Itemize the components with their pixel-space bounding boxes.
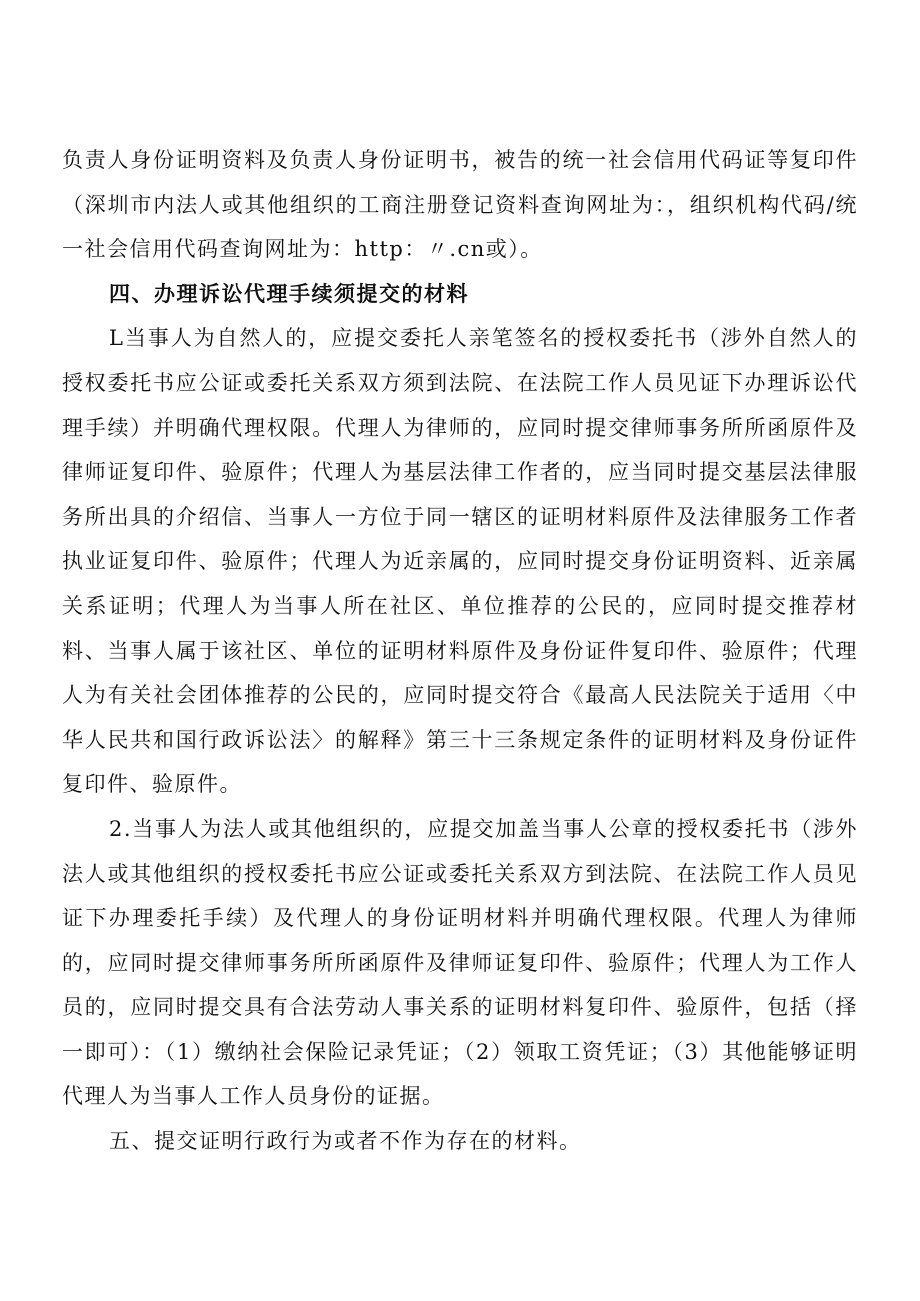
section-4-heading: 四、办理诉讼代理手续须提交的材料 xyxy=(109,281,469,306)
document-page xyxy=(62,138,858,1164)
item-1-paragraph: L当事人为自然人的，应提交委托人亲笔签名的授权委托书（涉外自然人的授权委托书应公证或委托关系双方须到法院、在法院工作人员见证下办理诉讼代理手续）并明确代理权限。代理人为律师的，应同时提交律师事务所所函原件及律师证复印件、验原件；代理人为基层法律工作者的，应当同时提交基层法律服务所出具的介绍信、当事人一方位于同一辖区的证明材料原件及法律服务工作者执业证复印件、验原件；代理人为近亲属的，应同时提交身份证明资料、近亲属关系证明；代理人为当事人所在社区、单位推荐的公民的，应同时提交推荐材料、当事人属于该社区、单位的证明材料原件及身份证件复印件、验原件；代理人为有关社会团体推荐的公民的，应同时提交符合《最高人民法院关于适用〈中华人民共和国行政诉讼法〉的解释》第三十三条规定条件的证明材料及身份证件复印件、验原件。 xyxy=(62,326,858,797)
section-5-heading: 五、提交证明行政行为或者不作为存在的材料。 xyxy=(109,1129,582,1154)
continuation-paragraph: 负责人身份证明资料及负责人身份证明书，被告的统一社会信用代码证等复印件（深圳市内法人或其他组织的工商注册登记资料查询网址为：，组织机构代码/统一社会信用代码查询网址为：http：〃.cn或）。 xyxy=(62,148,858,262)
item-2-paragraph: 2.当事人为法人或其他组织的，应提交加盖当事人公章的授权委托书（涉外法人或其他组织的授权委托书应公证或委托关系双方到法院、在法院工作人员见证下办理委托手续）及代理人的身份证明材料并明确代理权限。代理人为律师的，应同时提交律师事务所所函原件及律师证复印件、验原件；代理人为工作人员的，应同时提交具有合法劳动人事关系的证明材料复印件、验原件，包括（择一即可）：（1）缴纳社会保险记录凭证；（2）领取工资凭证；（3）其他能够证明代理人为当事人工作人员身份的证据。 xyxy=(62,816,858,1109)
